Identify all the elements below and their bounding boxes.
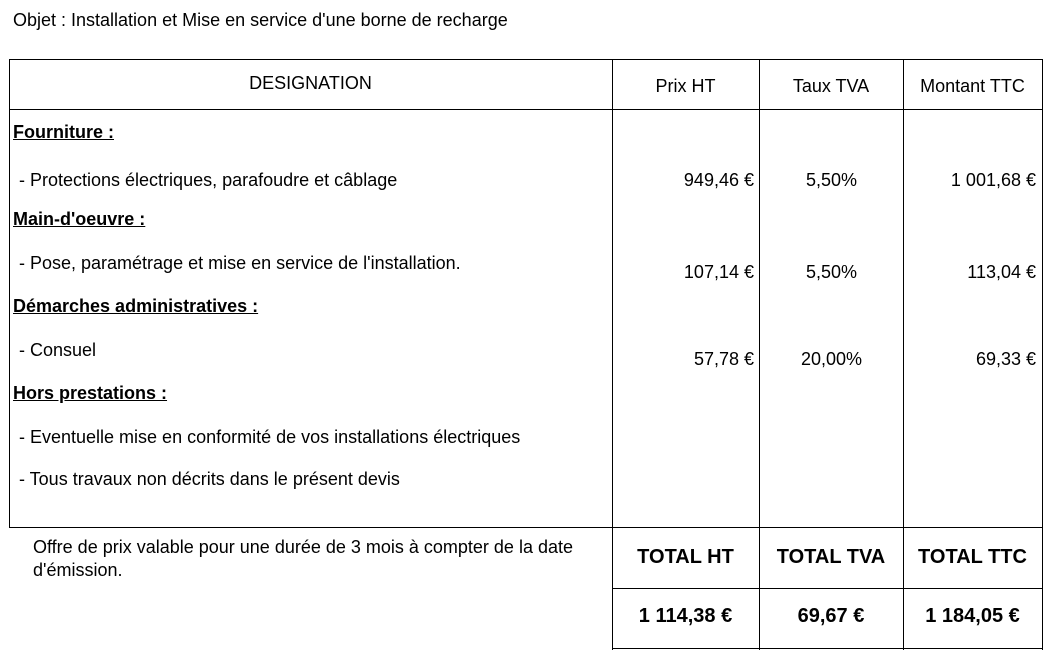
header-taux-tva: Taux TVA: [792, 76, 870, 96]
section-title-hors-prestations: Hors prestations :: [13, 383, 168, 403]
header-divider: [9, 109, 1043, 110]
total-ttc-value: 1 184,05 €: [925, 605, 1020, 627]
line-item-taux-tva: 20,00%: [800, 349, 863, 369]
line-item-prix-ht: 949,46 €: [683, 170, 754, 190]
document-subject: Objet : Installation et Mise en service d'une borne de recharge: [13, 10, 508, 30]
header-designation: DESIGNATION: [249, 73, 372, 93]
total-tva-value: 69,67 €: [797, 605, 865, 627]
quote-table: [9, 59, 1043, 528]
line-item-prix-ht: 107,14 €: [683, 262, 754, 282]
total-ht-value: 1 114,38 €: [638, 605, 733, 627]
validity-note: Offre de prix valable pour une durée de 3 mois à compter de la date d'émission.: [33, 537, 573, 580]
column-divider: [1042, 59, 1043, 650]
line-item-label: - Protections électriques, parafoudre et câblage: [19, 170, 398, 190]
total-ht-label: TOTAL HT: [637, 546, 734, 568]
section-title-demarches: Démarches administratives :: [13, 296, 259, 316]
line-item-taux-tva: 5,50%: [805, 170, 858, 190]
header-prix-ht: Prix HT: [655, 76, 716, 96]
section-title-fourniture: Fourniture :: [13, 122, 114, 142]
line-item-label: - Eventuelle mise en conformité de vos installations électriques: [19, 427, 521, 447]
header-montant-ttc: Montant TTC: [920, 76, 1025, 96]
section-title-main-doeuvre: Main-d'oeuvre :: [13, 209, 146, 229]
total-tva-label: TOTAL TVA: [776, 546, 886, 568]
line-item-montant-ttc: 1 001,68 €: [950, 170, 1036, 190]
line-item-taux-tva: 5,50%: [805, 262, 858, 282]
line-item-label: - Tous travaux non décrits dans le présent devis: [19, 469, 400, 489]
line-item-prix-ht: 57,78 €: [693, 349, 754, 369]
line-item-montant-ttc: 113,04 €: [967, 262, 1036, 282]
line-item-label: - Pose, paramétrage et mise en service de l'installation.: [19, 253, 461, 273]
line-item-label: - Consuel: [19, 340, 97, 360]
total-ttc-label: TOTAL TTC: [918, 546, 1027, 568]
totals-divider: [612, 588, 1043, 589]
totals-bottom-border: [612, 648, 1043, 649]
line-item-montant-ttc: 69,33 €: [975, 349, 1036, 369]
